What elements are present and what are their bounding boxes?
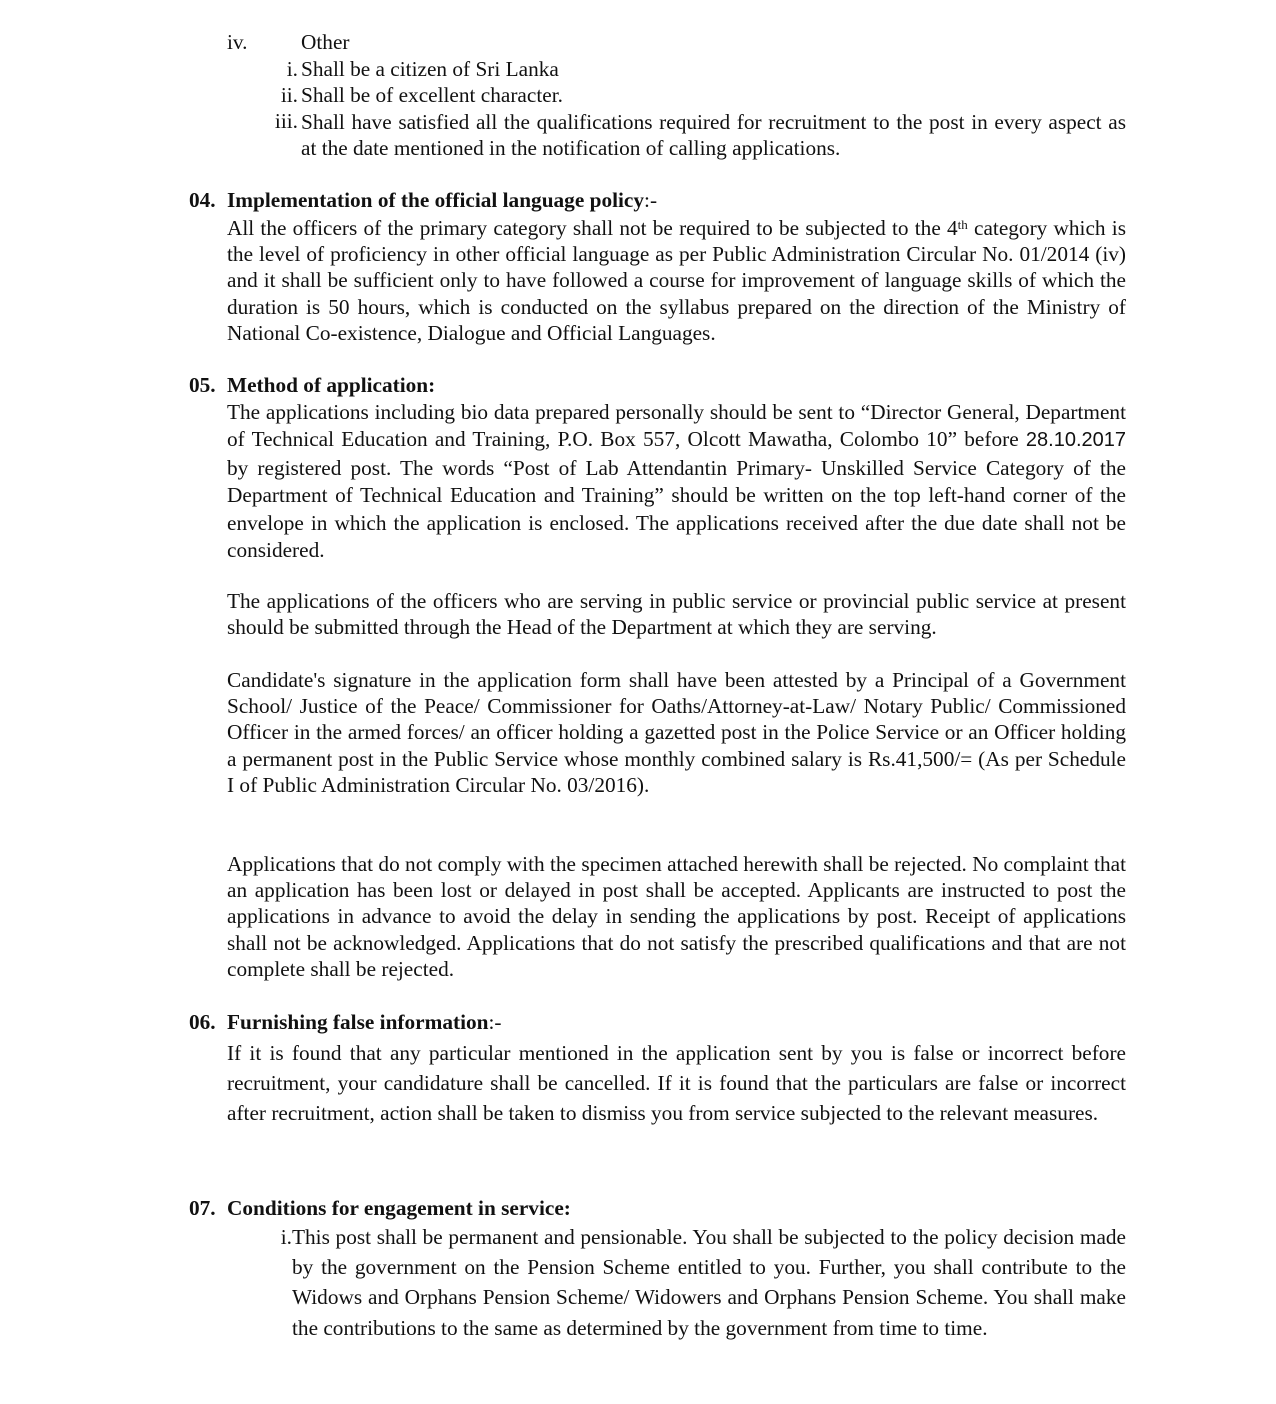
body-text: category which is the level of proficiency in other official language as per Public Administration Circular No. 01/2014 (iv) and it shall be sufficient only to have followed a course for improvement of language skills of which the duration is 50 hours, which is conducted on the syllabus prepared on the direction of the Ministry of National Co-existence, Dialogue and Official Languages. bbox=[227, 216, 1126, 345]
list-item-text: This post shall be permanent and pensionable. You shall be subjected to the policy decision made by the government on the Pension Scheme entitled to you. Further, you shall contribute to the Widows and Orphans Pension Scheme/ Widowers and Orphans Pension Scheme. You shall make the contributions to the same as determined by the government from time to time. bbox=[292, 1225, 1126, 1340]
list-item-text: Shall be a citizen of Sri Lanka bbox=[301, 57, 559, 81]
section-heading bbox=[227, 1010, 502, 1035]
body-text: The applications including bio data prepared personally should be sent to “Director General, Department of Technical Education and Training, P.O. Box 557, Olcott Mawatha, Colombo 10” before bbox=[227, 400, 1126, 452]
section-heading-text: Implementation of the official language policy bbox=[227, 188, 645, 212]
body-text: All the officers of the primary category shall not be required to be subjected to the 4 bbox=[227, 216, 958, 240]
section-heading-suffix: :- bbox=[488, 1010, 502, 1034]
list-item-marker: i. bbox=[286, 57, 298, 81]
paragraph: Candidate's signature in the application form shall have been attested by a Principal of a Government School/ Justice of the Peace/ Commissioner for Oaths/Attorney-at-Law/ Notary Public/ Commissioned Officer in the armed forces/ an officer holding a gazetted post in the Police Service or an Officer holding a permanent post in the Public Service whose monthly combined salary is Rs.41,500/= (As per Schedule I of Public Administration Circular No. 03/2016). bbox=[227, 668, 1126, 797]
section-heading bbox=[227, 188, 657, 213]
list-item-text: Shall be of excellent character. bbox=[301, 83, 563, 107]
paragraph: Applications that do not comply with the specimen attached herewith shall be rejected. No complaint that an application has been lost or delayed in post shall be accepted. Applicants are instructed to post the applications in advance to avoid the delay in sending the applications by post. Receipt of applications shall not be acknowledged. Applications that do not satisfy the prescribed qualifications and that are not complete shall be rejected. bbox=[227, 852, 1126, 981]
ordinal-suffix: th bbox=[957, 217, 968, 232]
section-number: 06. bbox=[189, 1010, 216, 1034]
list-item-marker: ii. bbox=[280, 83, 298, 107]
deadline-date: 28.10.2017 bbox=[1025, 429, 1126, 452]
paragraph bbox=[227, 399, 1126, 564]
section-heading-text: Furnishing false information bbox=[227, 1010, 489, 1034]
section-number: 05. bbox=[189, 373, 216, 397]
body-text: by registered post. The words “Post of Lab Attendantin Primary- Unskilled Service Category of the Department of Technical Education and Training” should be written on the top left-hand corner of the envelope in which the application is enclosed. The applications received after the due date shall not be considered. bbox=[227, 455, 1126, 563]
section-iv-title: Other bbox=[301, 30, 350, 54]
section-heading-text: Conditions for engagement in service: bbox=[227, 1196, 571, 1220]
section-heading-text: Method of application: bbox=[227, 373, 436, 397]
section-number: 04. bbox=[189, 188, 216, 212]
section-body bbox=[227, 215, 1126, 346]
paragraph: The applications of the officers who are serving in public service or provincial public service at present should be submitted through the Head of the Department at which they are serving. bbox=[227, 589, 1126, 640]
section-heading-suffix: :- bbox=[644, 188, 658, 212]
section-body: If it is found that any particular mentioned in the application sent by you is false or incorrect before recruitment, your candidature shall be cancelled. If it is found that the particulars are false or incorrect after recruitment, action shall be taken to dismiss you from service subjected to the relevant measures. bbox=[227, 1041, 1126, 1126]
list-item-marker: i. bbox=[280, 1225, 292, 1249]
section-number: 07. bbox=[189, 1196, 216, 1220]
list-item-marker: iii. bbox=[274, 109, 298, 133]
list-item-text: Shall have satisfied all the qualifications required for recruitment to the post in every aspect as at the date mentioned in the notification of calling applications. bbox=[301, 110, 1126, 161]
section-iv-marker: iv. bbox=[227, 30, 248, 54]
